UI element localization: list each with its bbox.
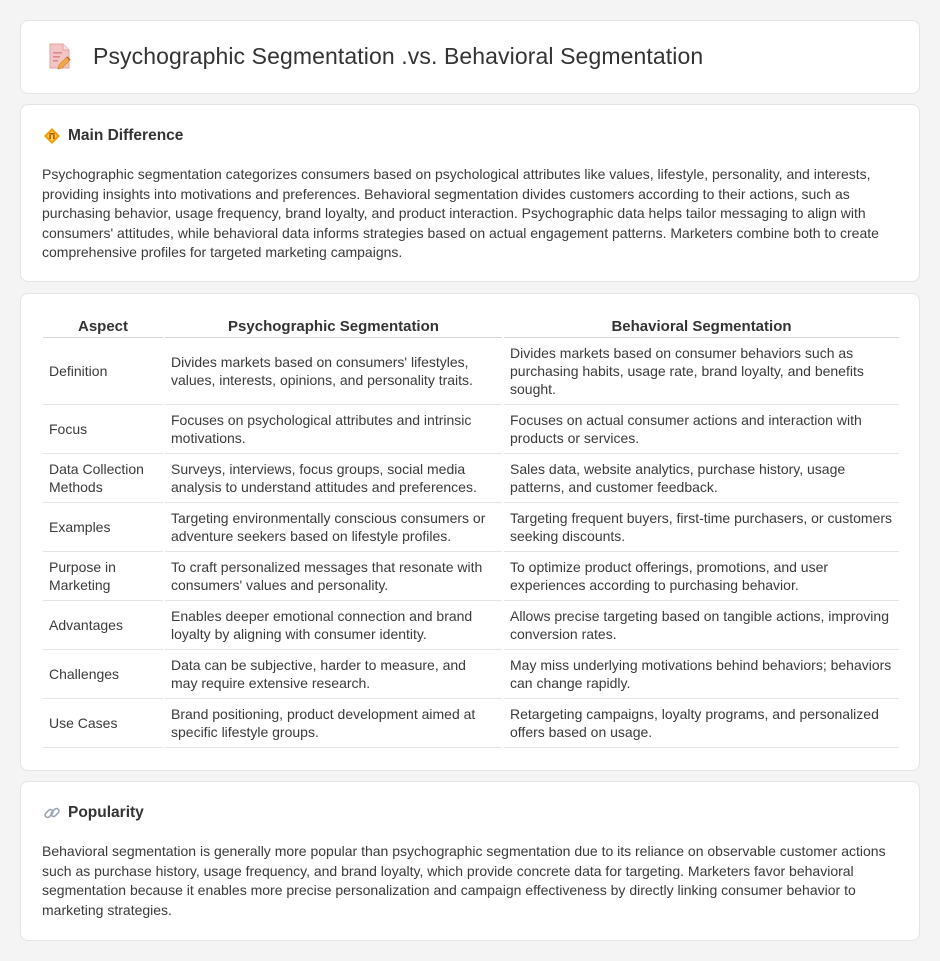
aspect-cell: Data Collection Methods (43, 454, 164, 503)
psychographic-cell: Focuses on psychological attributes and intrinsic motivations. (164, 405, 503, 454)
psychographic-cell: Data can be subjective, harder to measure, and may require extensive research. (164, 650, 503, 699)
comparison-table (43, 314, 899, 748)
psychographic-cell: To craft personalized messages that resonate with consumers' values and personality. (164, 552, 503, 601)
behavioral-cell: Divides markets based on consumer behaviors such as purchasing habits, usage rate, brand loyalty, and benefits sought. (503, 338, 899, 405)
behavioral-cell: To optimize product offerings, promotions, and user experiences according to purchasing behavior. (503, 552, 899, 601)
behavioral-cell: Sales data, website analytics, purchase history, usage patterns, and customer feedback. (503, 454, 899, 503)
popularity-card (20, 781, 920, 941)
table-row (43, 699, 899, 748)
table-row (43, 552, 899, 601)
popularity-header (43, 804, 144, 822)
aspect-cell: Definition (43, 338, 164, 405)
column-header-psychographic: Psychographic Segmentation (164, 314, 503, 338)
behavioral-cell: Focuses on actual consumer actions and interaction with products or services. (503, 405, 899, 454)
behavioral-cell: Targeting frequent buyers, first-time purchasers, or customers seeking discounts. (503, 503, 899, 552)
psychographic-cell: Brand positioning, product development aimed at specific lifestyle groups. (164, 699, 503, 748)
page-header (47, 41, 703, 71)
table-row (43, 454, 899, 503)
header-card (20, 20, 920, 94)
diamond-icon (43, 127, 61, 145)
popularity-text: Behavioral segmentation is generally more popular than psychographic segmentation due to its reliance on observable customer actions such as purchase history, usage frequency, and brand loyalty, which provide concrete data for targeting. Marketers favor behavioral segmentation because it enables more precise personalization and campaign effectiveness by directly linking consumer behavior to marketing strategies. (42, 843, 886, 918)
psychographic-cell: Targeting environmentally conscious consumers or adventure seekers based on lifestyle profiles. (164, 503, 503, 552)
aspect-cell: Purpose in Marketing (43, 552, 164, 601)
aspect-cell: Advantages (43, 601, 164, 650)
aspect-cell: Focus (43, 405, 164, 454)
column-header-aspect: Aspect (43, 314, 164, 338)
psychographic-cell: Surveys, interviews, focus groups, social media analysis to understand attitudes and preferences. (164, 454, 503, 503)
aspect-cell: Use Cases (43, 699, 164, 748)
table-row (43, 601, 899, 650)
table-row (43, 405, 899, 454)
link-icon (43, 804, 61, 822)
table-row (43, 503, 899, 552)
behavioral-cell: Allows precise targeting based on tangible actions, improving conversion rates. (503, 601, 899, 650)
psychographic-cell: Enables deeper emotional connection and brand loyalty by aligning with consumer identity. (164, 601, 503, 650)
behavioral-cell: May miss underlying motivations behind behaviors; behaviors can change rapidly. (503, 650, 899, 699)
psychographic-cell: Divides markets based on consumers' lifestyles, values, interests, opinions, and personality traits. (164, 338, 503, 405)
table-row (43, 650, 899, 699)
main-difference-text: Psychographic segmentation categorizes consumers based on psychological attributes like values, lifestyle, personality, and interests, providing insights into motivations and preferences. Behavioral segmentation divides customers according to their actions, such as purchasing behavior, usage frequency, brand loyalty, and product interaction. Psychographic data helps tailor messaging to align with consumers' attitudes, while behavioral data informs strategies based on actual engagement patterns. Marketers combine both to create comprehensive profiles for targeted marketing campaigns. (42, 166, 879, 261)
document-edit-icon (47, 41, 73, 71)
main-difference-title: Main Difference (68, 127, 184, 144)
popularity-title: Popularity (68, 804, 144, 821)
column-header-behavioral: Behavioral Segmentation (503, 314, 899, 338)
main-difference-header (43, 127, 183, 145)
main-difference-card (20, 104, 920, 282)
comparison-card (20, 293, 920, 771)
table-header-row (43, 314, 899, 338)
aspect-cell: Challenges (43, 650, 164, 699)
aspect-cell: Examples (43, 503, 164, 552)
table-row (43, 338, 899, 405)
page-title: Psychographic Segmentation .vs. Behavioral Segmentation (93, 42, 704, 69)
behavioral-cell: Retargeting campaigns, loyalty programs, and personalized offers based on usage. (503, 699, 899, 748)
